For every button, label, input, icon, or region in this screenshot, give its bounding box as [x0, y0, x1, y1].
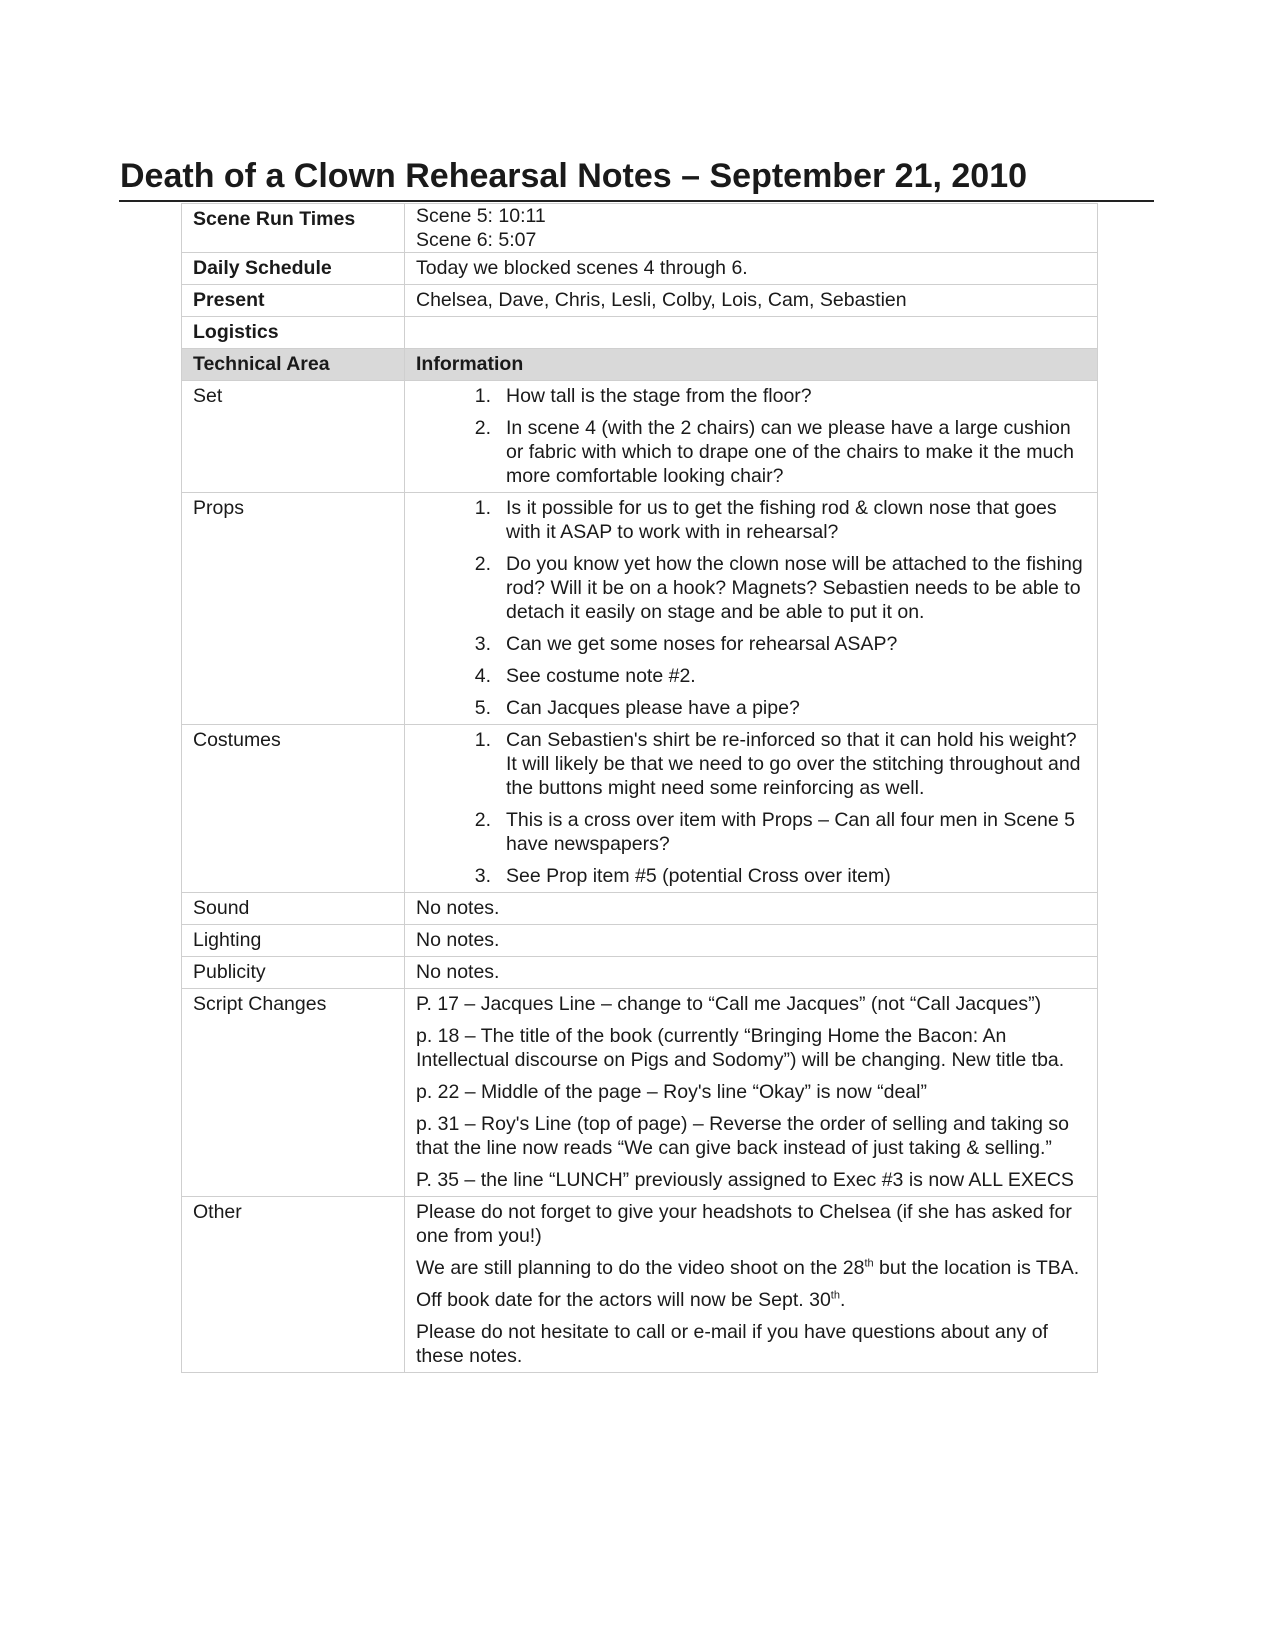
list-item: 5. Can Jacques please have a pipe? [474, 697, 800, 719]
row-label: Publicity [182, 957, 405, 989]
script-change-note: p. 22 – Middle of the page – Roy's line “Okay” is now “deal” [416, 1081, 927, 1103]
row-set [182, 381, 1098, 493]
row-value [405, 317, 1098, 349]
script-change-note: p. 31 – Roy's Line (top of page) – Reverse the order of selling and taking so that the line now reads “We can give back instead of just taking & selling.” [416, 1113, 1070, 1159]
row-script-changes [182, 989, 1098, 1197]
row-label: Sound [182, 893, 405, 925]
row-value: Today we blocked scenes 4 through 6. [405, 253, 1098, 285]
row-value: No notes. [405, 893, 1098, 925]
list-item: 2. Do you know yet how the clown nose will be attached to the fishing rod? Will it be on a hook? Magnets? Sebastien needs to be able to detach it easily on stage and be able to put it on. [474, 553, 1083, 623]
row-label: Other [182, 1197, 405, 1373]
list-item: 3. Can we get some noses for rehearsal ASAP? [474, 633, 898, 655]
row-value [405, 204, 1098, 253]
script-change-note: p. 18 – The title of the book (currently “Bringing Home the Bacon: An Intellectual discourse on Pigs and Sodomy”) will be changing. New title tba. [416, 1025, 1065, 1071]
list-item: 2. This is a cross over item with Props – Can all four men in Scene 5 have newspapers? [474, 809, 1075, 855]
row-label: Lighting [182, 925, 405, 957]
row-label: Present [182, 285, 405, 317]
row-sound [182, 893, 1098, 925]
row-daily-schedule [182, 253, 1098, 285]
other-note: We are still planning to do the video shoot on the 28th but the location is TBA. [416, 1257, 1080, 1279]
row-label: Daily Schedule [182, 253, 405, 285]
row-present [182, 285, 1098, 317]
row-publicity [182, 957, 1098, 989]
value-line: Scene 5: 10:11 [416, 205, 546, 227]
row-label: Set [182, 381, 405, 493]
row-value: No notes. [405, 957, 1098, 989]
row-logistics [182, 317, 1098, 349]
script-change-note: P. 35 – the line “LUNCH” previously assigned to Exec #3 is now ALL EXECS [416, 1169, 1074, 1191]
page-title: Death of a Clown Rehearsal Notes – September 21, 2010 [120, 157, 1028, 195]
row-value: Chelsea, Dave, Chris, Lesli, Colby, Lois, Cam, Sebastien [405, 285, 1098, 317]
row-label: Costumes [182, 725, 405, 893]
row-label: Scene Run Times [182, 204, 405, 253]
other-note: Please do not hesitate to call or e-mail if you have questions about any of these notes. [416, 1321, 1048, 1367]
row-costumes [182, 725, 1098, 893]
list-item: 1. Is it possible for us to get the fishing rod & clown nose that goes with it ASAP to work with in rehearsal? [474, 497, 1057, 543]
row-value: No notes. [405, 925, 1098, 957]
list-item: 1. Can Sebastien's shirt be re-inforced so that it can hold his weight? It will likely be that we need to go over the stitching throughout and the buttons might need some reinforcing as well. [474, 729, 1081, 799]
value-line: Scene 6: 5:07 [416, 229, 537, 251]
script-change-note: P. 17 – Jacques Line – change to “Call me Jacques” (not “Call Jacques”) [416, 993, 1042, 1015]
row-label: Logistics [182, 317, 405, 349]
table-header-row [182, 349, 1098, 381]
header-information: Information [405, 349, 1098, 381]
set-list [416, 384, 1086, 488]
other-note: Please do not forget to give your headshots to Chelsea (if she has asked for one from you!) [416, 1201, 1072, 1247]
rehearsal-notes-table [181, 203, 1098, 1373]
props-list [416, 496, 1086, 720]
list-item: 2. In scene 4 (with the 2 chairs) can we please have a large cushion or fabric with which to drape one of the chairs to make it the much more comfortable looking chair? [474, 417, 1074, 487]
row-label: Props [182, 493, 405, 725]
row-scene-run-times [182, 204, 1098, 253]
list-item: 1. How tall is the stage from the floor? [474, 385, 812, 407]
row-label: Script Changes [182, 989, 405, 1197]
row-lighting [182, 925, 1098, 957]
row-props [182, 493, 1098, 725]
list-item: 4. See costume note #2. [474, 665, 696, 687]
list-item: 3. See Prop item #5 (potential Cross over item) [474, 865, 891, 887]
title-underline [119, 200, 1154, 202]
row-other [182, 1197, 1098, 1373]
costumes-list [416, 728, 1086, 888]
other-note: Off book date for the actors will now be Sept. 30th. [416, 1289, 846, 1311]
header-technical-area: Technical Area [182, 349, 405, 381]
